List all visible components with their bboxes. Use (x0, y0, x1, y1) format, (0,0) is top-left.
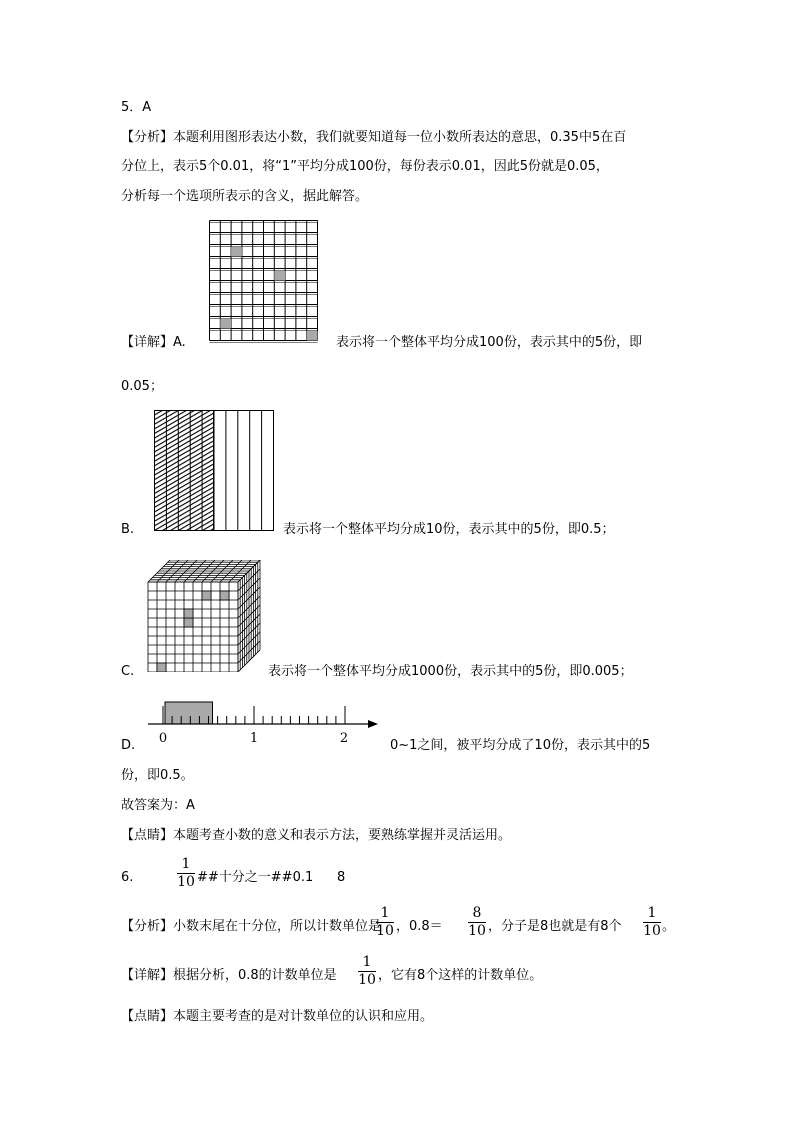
q6-detail-part-b: ，它有8个这样的计数单位。 (378, 968, 543, 983)
tick-label-0: 0 (158, 731, 168, 746)
q5-d-text: 0~1之间，被平均分成了10份，表示其中的5 (390, 738, 651, 753)
tick-label-1: 1 (249, 731, 259, 746)
q5-comment: 【点睛】本题考查小数的意义和表示方法，要熟练掌握并灵活运用。 (121, 828, 512, 843)
q6-analysis-fraction-3 (643, 906, 661, 939)
fraction-denominator: 10 (643, 923, 661, 939)
q6-analysis-part-a: 【分析】小数末尾在十分位，所以计数单位是 (121, 919, 382, 934)
fraction-numerator: 1 (380, 905, 390, 921)
fraction-denominator: 10 (468, 923, 486, 939)
fraction-numerator: 1 (647, 905, 657, 921)
q6-comment: 【点睛】本题主要考查的是对计数单位的认识和应用。 (121, 1009, 434, 1024)
figure-b-ten-strips (154, 410, 274, 532)
q6-answer-text: ##十分之一##0.1 (197, 870, 314, 885)
fraction-numerator: 1 (362, 954, 372, 970)
q6-answer-count: 8 (337, 870, 346, 885)
q5-c-label: C. (121, 664, 135, 679)
shaded-cube (184, 609, 193, 618)
q6-detail-part-a: 【详解】根据分析，0.8的计数单位是 (121, 968, 337, 983)
number-line-ticks (148, 702, 378, 728)
figure-c-thousand-cube (146, 560, 268, 672)
shaded-cell (220, 319, 231, 329)
q5-d-cont: 份，即0.5。 (121, 768, 194, 783)
q5-d-label: D. (121, 738, 136, 753)
fraction-denominator: 10 (358, 972, 376, 988)
fraction-numerator: 8 (472, 905, 482, 921)
q5-conclusion: 故答案为：A (121, 798, 195, 813)
q5-b-label: B. (121, 522, 135, 537)
q6-answer-fraction (177, 857, 195, 890)
shaded-cube (202, 591, 211, 600)
figure-a-hundred-grid (209, 220, 321, 343)
shaded-cell (307, 331, 318, 341)
q5-c-text: 表示将一个整体平均分成1000份，表示其中的5份，即0.005； (268, 664, 633, 679)
shaded-cube (184, 618, 193, 627)
hatched-half (155, 411, 214, 531)
q6-detail-fraction (358, 955, 376, 988)
fraction-denominator: 10 (177, 874, 195, 890)
shaded-cube (220, 591, 229, 600)
q6-analysis-part-c: ，分子是8也就是有8个 (488, 919, 622, 934)
shaded-cube (157, 663, 166, 672)
q6-analysis-fraction-1 (376, 906, 394, 939)
fraction-denominator: 10 (376, 923, 394, 939)
axis-arrow (368, 720, 378, 728)
tick-label-2: 2 (339, 731, 349, 746)
fraction-numerator: 1 (181, 856, 191, 872)
q5-analysis-line-1: 【分析】本题利用图形表达小数，我们就要知道每一位小数所表达的意思，0.35中5在百 (121, 130, 627, 145)
q5-analysis-line-2: 分位上，表示5个0.01，将“1”平均分成100份，每份表示0.01，因此5份就是0.05， (121, 159, 609, 174)
q5-answer-line: 5．A (121, 100, 152, 115)
q5-b-text: 表示将一个整体平均分成10份，表示其中的5份，即0.5； (283, 522, 615, 537)
q6-number: 6. (121, 870, 134, 885)
figure-d-number-line (148, 696, 380, 746)
q6-analysis-part-b: ，0.8＝ (396, 919, 443, 934)
q5-analysis-line-3: 分析每一个选项所表示的含义，据此解答。 (121, 189, 369, 204)
cube-lines (148, 560, 260, 672)
q5-detail-a-cont: 0.05； (121, 379, 163, 394)
grid-a-shaded-cells (220, 247, 317, 341)
shaded-cell (274, 271, 285, 281)
q5-detail-a-label: 【详解】A. (121, 335, 186, 350)
shaded-cell (231, 247, 242, 257)
q6-analysis-part-d: 。 (662, 919, 676, 934)
q5-detail-a-text: 表示将一个整体平均分成100份，表示其中的5份，即 (336, 335, 643, 350)
q6-analysis-fraction-2 (468, 906, 486, 939)
